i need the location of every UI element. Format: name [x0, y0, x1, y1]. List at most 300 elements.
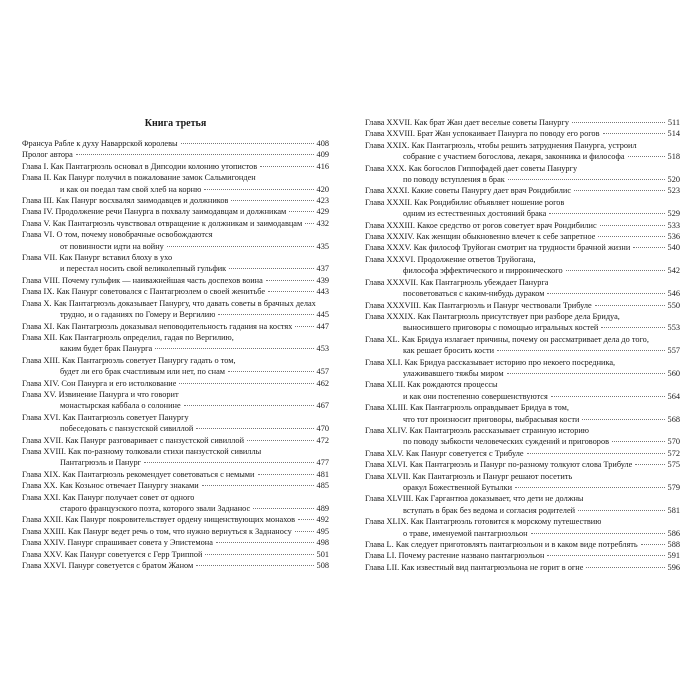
toc-entry-line: [365, 311, 680, 322]
toc-entry-text: Глава III. Как Панург восхвалял заимодавцев и должников: [22, 196, 229, 206]
toc-entry-line: [22, 412, 329, 423]
dot-leader: [196, 565, 313, 566]
dot-leader: [566, 270, 665, 271]
dot-leader: [305, 223, 313, 224]
dot-leader: [289, 211, 313, 212]
toc-entry-text: Глава XXXVIII. Как Пантагрюэль и Панург чествовали Трибуле: [365, 300, 592, 310]
toc-entry: [365, 277, 680, 300]
toc-entry-line: [365, 391, 680, 402]
toc-list-right: [365, 117, 680, 573]
toc-entry-line: [365, 288, 680, 299]
dot-leader: [184, 405, 314, 406]
toc-entry: [365, 379, 680, 402]
toc-entry-text: о траве, именуемой пантагрюэльон: [403, 528, 528, 538]
toc-entry-line: [22, 560, 329, 571]
dot-leader: [603, 133, 665, 134]
toc-entry-line: [22, 549, 329, 560]
dot-leader: [228, 371, 314, 372]
toc-entry-line: [365, 254, 680, 265]
toc-entry-text: будет ли его брак счастливым или нет, по снам: [60, 367, 226, 377]
toc-entry: [365, 425, 680, 448]
toc-entry-line: [22, 423, 329, 434]
toc-entry-line: [22, 286, 329, 297]
toc-entry: [365, 300, 680, 311]
toc-entry-line: [365, 265, 680, 276]
toc-list-left: [22, 138, 329, 571]
page-number: 467: [316, 401, 329, 411]
page-number: 477: [316, 458, 329, 468]
toc-entry-line: [22, 503, 329, 514]
dot-leader: [586, 567, 664, 568]
toc-entry-text: монастырская каббала о солонине: [60, 401, 181, 411]
toc-entry-line: [365, 151, 680, 162]
dot-leader: [268, 291, 313, 292]
toc-entry-line: [22, 457, 329, 468]
dot-leader: [247, 440, 314, 441]
toc-entry-text: Глава XXXI. Какие советы Панургу дает врач Рондибилис: [365, 186, 572, 196]
dot-leader: [497, 350, 665, 351]
dot-leader: [600, 225, 665, 226]
toc-entry: [22, 161, 329, 172]
toc-entry-text: Глава V. Как Пантагрюэль чувствовал отвращение к должникам и заимодавцам: [22, 218, 303, 228]
page-number: 542: [667, 266, 680, 276]
toc-entry: [365, 357, 680, 380]
toc-entry: [22, 435, 329, 446]
toc-entry: [22, 195, 329, 206]
toc-entry-line: [365, 459, 680, 470]
toc-entry-line: [365, 482, 680, 493]
toc-entry-text: Пролог автора: [22, 150, 73, 160]
dot-leader: [216, 542, 314, 543]
toc-entry-line: [22, 435, 329, 446]
page-number: 435: [316, 241, 329, 251]
toc-entry-text: выносившего приговоры с помощью игральных костей: [403, 323, 599, 333]
toc-entry-text: Глава XLIII. Как Пантагрюэль оправдывает Бридуа в том,: [365, 403, 569, 413]
dot-leader: [202, 485, 314, 486]
toc-entry: [22, 549, 329, 560]
toc-entry-text: и как он поедал там свой хлеб на корню: [60, 184, 202, 194]
toc-entry-line: [22, 469, 329, 480]
dot-leader: [635, 464, 664, 465]
dot-leader: [179, 383, 313, 384]
page-number: 518: [667, 152, 680, 162]
page-number: 429: [316, 207, 329, 217]
toc-entry-line: [365, 539, 680, 550]
dot-leader: [298, 519, 313, 520]
toc-entry-line: [365, 414, 680, 425]
dot-leader: [598, 236, 664, 237]
toc-entry-line: [22, 332, 329, 343]
toc-entry: [22, 492, 329, 515]
toc-entry-text: Глава XVII. Как Панург разговаривает с панзустской сивиллой: [22, 435, 245, 445]
toc-entry: [365, 254, 680, 277]
toc-entry-line: [22, 218, 329, 229]
dot-leader: [507, 373, 665, 374]
toc-entry-line: [365, 345, 680, 356]
page-number: 575: [667, 460, 680, 470]
page-number: 457: [316, 367, 329, 377]
page-number: 588: [667, 540, 680, 550]
toc-entry-text: Глава XL. Как Бридуа излагает причины, почему он рассматривает дела до того,: [365, 334, 649, 344]
toc-entry-line: [22, 275, 329, 286]
toc-entry-text: что тот произносит приговоры, выбрасывая кости: [403, 414, 580, 424]
toc-entry-line: [22, 138, 329, 149]
dot-leader: [260, 166, 313, 167]
toc-entry-line: [22, 321, 329, 332]
toc-entry-text: Глава XVI. Как Пантагрюэль советует Панургу: [22, 412, 189, 422]
toc-entry-text: Глава XIII. Как Пантагрюэль советует Панургу гадать о том,: [22, 355, 236, 365]
toc-entry-line: [365, 300, 680, 311]
page-number: 409: [316, 150, 329, 160]
dot-leader: [218, 314, 313, 315]
page-number: 536: [667, 232, 680, 242]
page-number: 550: [667, 300, 680, 310]
toc-entry: [22, 537, 329, 548]
page-number: 596: [667, 562, 680, 572]
toc-entry: [365, 185, 680, 196]
toc-entry-line: [365, 208, 680, 219]
dot-leader: [628, 156, 665, 157]
toc-entry-text: Пантагрюэль и Панург: [60, 458, 142, 468]
toc-entry-text: Глава XLIX. Как Пантагрюэль готовится к морскому путешествию: [365, 517, 602, 527]
toc-entry-line: [365, 117, 680, 128]
toc-entry-text: Глава II. Как Панург получил в пожалование замок Сальмигонден: [22, 173, 256, 183]
toc-entry-line: [22, 366, 329, 377]
page-number: 432: [316, 218, 329, 228]
toc-entry-line: [365, 436, 680, 447]
dot-leader: [167, 246, 314, 247]
toc-entry: [22, 321, 329, 332]
toc-entry-text: Глава XLVII. Как Пантагрюэль и Панург решают посетить: [365, 471, 573, 481]
toc-entry-text: Глава XXXVI. Продолжение ответов Труйогана,: [365, 254, 536, 264]
dot-leader: [204, 189, 313, 190]
toc-entry-line: [365, 163, 680, 174]
toc-entry: [365, 334, 680, 357]
toc-entry-text: Глава XXXIV. Как женщин обыкновенно влечет к себе запретное: [365, 232, 596, 242]
toc-entry-text: оракул Божественной Бутылки: [403, 483, 513, 492]
page-number: 508: [316, 561, 329, 571]
page-number: 570: [667, 437, 680, 447]
toc-entry-line: [22, 378, 329, 389]
toc-entry-line: [22, 206, 329, 217]
toc-entry-text: по поводу вступления в брак: [403, 175, 505, 185]
page-number: 423: [316, 196, 329, 206]
page-number: 445: [316, 310, 329, 320]
toc-entry-text: Глава XLI. Как Бридуа рассказывает историю про некоего посредника,: [365, 357, 616, 367]
toc-entry: [22, 412, 329, 435]
page-number: 453: [316, 344, 329, 354]
toc-entry: [365, 220, 680, 231]
page-number: 443: [316, 287, 329, 297]
toc-entry-text: Глава XI. Как Пантагрюэль доказывал неповодительность гадания на костях: [22, 321, 293, 331]
toc-entry-line: [22, 537, 329, 548]
toc-entry-line: [22, 172, 329, 183]
toc-entry: [22, 218, 329, 229]
toc-entry: [22, 298, 329, 321]
dot-leader: [258, 474, 314, 475]
page-number: 520: [667, 175, 680, 185]
page-number: 553: [667, 323, 680, 333]
toc-entry-line: [22, 263, 329, 274]
toc-entry: [365, 311, 680, 334]
toc-entry-line: [22, 389, 329, 400]
page-number: 581: [667, 505, 680, 515]
toc-entry-line: [365, 425, 680, 436]
toc-entry-text: Франсуа Рабле к духу Наваррской королевы: [22, 139, 178, 148]
toc-entry-text: Глава XV. Извинение Панурга и что говорит: [22, 389, 179, 399]
toc-entry: [22, 275, 329, 286]
toc-entry-line: [22, 298, 329, 309]
toc-entry: [22, 355, 329, 378]
toc-entry-line: [365, 516, 680, 527]
dot-leader: [549, 213, 664, 214]
page-number: 437: [316, 264, 329, 274]
toc-entry-text: Глава XXI. Как Панург получает совет от одного: [22, 492, 195, 502]
toc-entry-line: [22, 149, 329, 160]
dot-leader: [508, 179, 665, 180]
toc-entry: [22, 514, 329, 525]
toc-entry-text: трудно, и о гаданиях по Гомеру и Вергилию: [60, 310, 216, 320]
toc-entry: [365, 516, 680, 539]
page-number: 495: [316, 526, 329, 536]
page-number: 472: [316, 435, 329, 445]
toc-entry-text: Глава XXIX. Как Пантагрюэль, чтобы решить затруднения Панурга, устроил: [365, 140, 637, 150]
toc-entry-text: Глава XLII. Как рождаются процессы: [365, 380, 498, 390]
toc-entry: [365, 493, 680, 516]
dot-leader: [231, 200, 313, 201]
toc-entry-text: Глава XX. Как Козьнос отвечает Панургу знаками: [22, 481, 199, 491]
dot-leader: [295, 531, 314, 532]
toc-entry: [365, 402, 680, 425]
dot-leader: [572, 122, 665, 123]
toc-entry-text: и как они постепенно совершенствуются: [403, 391, 548, 401]
toc-entry: [22, 332, 329, 355]
toc-entry-text: Глава LII. Как известный вид пантагрюэльона не горит в огне: [365, 562, 584, 572]
toc-entry-line: [365, 128, 680, 139]
page-number: 408: [316, 139, 329, 148]
toc-entry-text: Глава XIV. Сон Панурга и его истолкование: [22, 378, 177, 388]
toc-entry-line: [365, 242, 680, 253]
toc-entry: [22, 378, 329, 389]
dot-leader: [595, 305, 665, 306]
toc-entry-text: философа эффектического и пирронического: [403, 266, 563, 276]
page-number: 416: [316, 161, 329, 171]
toc-entry: [365, 539, 680, 550]
dot-leader: [601, 327, 664, 328]
toc-entry-text: побеседовать с панзустской сивиллой: [60, 424, 194, 434]
toc-entry: [22, 389, 329, 412]
page-number: 560: [667, 368, 680, 378]
toc-entry: [22, 252, 329, 275]
toc-entry-text: Глава XII. Как Пантагрюэль определил, гадая по Вергилию,: [22, 332, 234, 342]
dot-leader: [76, 154, 314, 155]
toc-entry-line: [22, 184, 329, 195]
toc-entry: [22, 446, 329, 469]
toc-entry-text: Глава XXXV. Как философ Труйоган смотрит на трудности брачной жизни: [365, 243, 631, 253]
dot-leader: [641, 544, 665, 545]
toc-entry-line: [365, 402, 680, 413]
toc-entry-text: старого французского поэта, которого звали Заднанос: [60, 504, 251, 513]
page-number: 501: [316, 549, 329, 559]
toc-entry-text: Глава IX. Как Панург советовался с Пантагрюэлем о своей женитьбе: [22, 287, 266, 297]
toc-entry-text: Глава XVIII. Как по-разному толковали стихи панзустской сивиллы: [22, 446, 262, 456]
toc-entry-line: [365, 448, 680, 459]
page-number: 439: [316, 275, 329, 285]
toc-entry-text: Глава XLIV. Как Пантагрюэль рассказывает странную историю: [365, 425, 589, 435]
dot-leader: [229, 268, 313, 269]
toc-entry: [22, 480, 329, 491]
dot-leader: [612, 441, 665, 442]
toc-entry-line: [22, 195, 329, 206]
toc-entry-line: [365, 231, 680, 242]
toc-entry: [365, 448, 680, 459]
toc-entry-text: каким будет брак Панурга: [60, 344, 153, 354]
toc-entry: [365, 140, 680, 163]
page-number: 540: [667, 243, 680, 253]
toc-entry-text: улаживавшего тяжбы миром: [403, 368, 504, 378]
dot-leader: [531, 533, 665, 534]
toc-entry-line: [22, 241, 329, 252]
page-number: 447: [316, 321, 329, 331]
toc-entry-text: Глава XLVIII. Как Гаргантюа доказывает, что дети не должны: [365, 494, 584, 504]
toc-entry-text: собрание с участием богослова, лекаря, законника и философа: [403, 152, 625, 162]
toc-entry-text: Глава XXIV. Панург спрашивает совета у Эпистемона: [22, 538, 213, 548]
toc-entry-text: Глава I. Как Пантагрюэль основал в Дипсодии колонию утопистов: [22, 161, 258, 171]
page-number: 529: [667, 209, 680, 219]
toc-entry-text: Глава XXIII. Как Панург ведет речь о том, что нужно вернуться к Заднаносу: [22, 526, 292, 536]
toc-entry-text: Глава XXVIII. Брат Жан успокаивает Панурга по поводу его рогов: [365, 129, 600, 139]
toc-entry: [365, 231, 680, 242]
toc-entry-text: по поводу зыбкости человеческих суждений и приговоров: [403, 437, 610, 447]
toc-entry: [22, 560, 329, 571]
toc-entry-line: [365, 334, 680, 345]
dot-leader: [155, 348, 313, 349]
toc-entry-line: [22, 309, 329, 320]
page-number: 546: [667, 289, 680, 299]
toc-entry-line: [365, 562, 680, 573]
toc-entry-text: Глава VI. О том, почему новобрачные освобождаются: [22, 230, 213, 240]
toc-entry-line: [22, 355, 329, 366]
toc-entry-text: Глава XXXII. Как Рондибилис объявляет ношение рогов: [365, 197, 565, 207]
toc-entry: [22, 229, 329, 252]
toc-entry-text: как решает бросить кости: [403, 346, 495, 356]
dot-leader: [527, 453, 665, 454]
toc-entry-text: вступать в брак без ведома и согласия родителей: [403, 505, 576, 515]
toc-entry: [22, 286, 329, 297]
toc-entry-text: Глава L. Как следует приготовлять пантагрюэльон и в каком виде потреблять: [365, 540, 638, 550]
toc-entry-text: одним из естественных достояний брака: [403, 209, 547, 219]
toc-entry-line: [365, 493, 680, 504]
dot-leader: [578, 510, 664, 511]
dot-leader: [551, 396, 665, 397]
toc-entry-line: [365, 368, 680, 379]
dot-leader: [253, 508, 313, 509]
toc-entry-text: от повинности идти на войну: [60, 241, 164, 251]
page-number: 533: [667, 220, 680, 230]
toc-entry-text: Глава XLV. Как Панург советуется с Трибуле: [365, 448, 524, 458]
toc-entry-text: Глава X. Как Пантагрюэль доказывает Панургу, что давать советы в брачных делах: [22, 298, 316, 308]
toc-entry-text: Глава XXII. Как Панург покровительствует ордену нищенствующих монахов: [22, 515, 296, 525]
toc-entry-line: [365, 140, 680, 151]
toc-entry-text: Глава XXXIII. Какое средство от рогов советует врач Рондибилис: [365, 220, 597, 230]
dot-leader: [181, 143, 314, 144]
toc-entry-line: [22, 514, 329, 525]
page-number: 557: [667, 346, 680, 356]
dot-leader: [515, 487, 665, 488]
page-number: 511: [667, 118, 680, 127]
page-number: 485: [316, 481, 329, 491]
toc-entry-line: [22, 252, 329, 263]
page-number: 470: [316, 424, 329, 434]
dot-leader: [547, 555, 664, 556]
toc-entry-line: [365, 220, 680, 231]
toc-entry: [365, 117, 680, 128]
toc-entry-text: Глава XIX. Как Пантагрюэль рекомендует советоваться с немыми: [22, 469, 255, 479]
toc-entry-line: [22, 480, 329, 491]
toc-entry: [22, 149, 329, 160]
toc-entry-text: Глава XLVI. Как Пантагрюэль и Панург по-разному толкуют слова Трибуле: [365, 460, 633, 470]
toc-entry-line: [22, 229, 329, 240]
dot-leader: [196, 428, 313, 429]
toc-entry-text: Глава XXX. Как богослов Гиппофадей дает советы Панургу: [365, 163, 578, 173]
toc-entry-line: [365, 550, 680, 561]
toc-entry: [22, 206, 329, 217]
toc-entry: [365, 128, 680, 139]
toc-entry-line: [22, 526, 329, 537]
toc-entry: [365, 562, 680, 573]
page-number: 586: [667, 528, 680, 538]
toc-entry-line: [22, 343, 329, 354]
page-number: 492: [316, 515, 329, 525]
dot-leader: [574, 190, 665, 191]
page-number: 489: [316, 504, 329, 513]
toc-entry: [365, 471, 680, 494]
toc-entry-text: Глава XXVI. Панург советуется с братом Жаном: [22, 561, 194, 571]
toc-entry-line: [22, 161, 329, 172]
toc-entry-text: Глава XXXIX. Как Пантагрюэль присутствует при разборе дела Бридуа,: [365, 311, 620, 321]
toc-entry: [22, 172, 329, 195]
page-number: 572: [667, 448, 680, 458]
toc-entry-line: [365, 505, 680, 516]
toc-entry-text: Глава VII. Как Панург вставил блоху в ухо: [22, 253, 173, 263]
dot-leader: [205, 554, 313, 555]
page-number: 591: [667, 551, 680, 561]
book-title: Книга третья: [144, 118, 207, 129]
toc-entry-text: Глава XXXVII. Как Пантагрюэль убеждает Панурга: [365, 277, 549, 287]
toc-entry-line: [22, 492, 329, 503]
dot-leader: [295, 326, 313, 327]
toc-entry-line: [22, 446, 329, 457]
toc-entry: [365, 197, 680, 220]
page-number: 514: [667, 129, 680, 139]
toc-entry-line: [365, 357, 680, 368]
page-number: 568: [667, 414, 680, 424]
toc-entry-text: Глава IV. Продолжение речи Панурга в похвалу заимодавцам и должникам: [22, 207, 287, 217]
page-number: 564: [667, 391, 680, 401]
toc-entry-line: [22, 400, 329, 411]
page-number: 579: [667, 483, 680, 492]
toc-entry-text: Глава XXV. Как Панург советуется с Герр Триппой: [22, 549, 203, 559]
toc-entry: [365, 459, 680, 470]
toc-entry-text: посоветоваться с каким-нибудь дураком: [403, 289, 545, 299]
toc-entry-text: и перестал носить свой великолепный гульфик: [60, 264, 227, 274]
toc-entry-line: [365, 471, 680, 482]
page-number: 523: [667, 186, 680, 196]
dot-leader: [582, 419, 664, 420]
toc-entry: [22, 526, 329, 537]
toc-entry: [22, 138, 329, 149]
toc-entry-line: [365, 528, 680, 539]
